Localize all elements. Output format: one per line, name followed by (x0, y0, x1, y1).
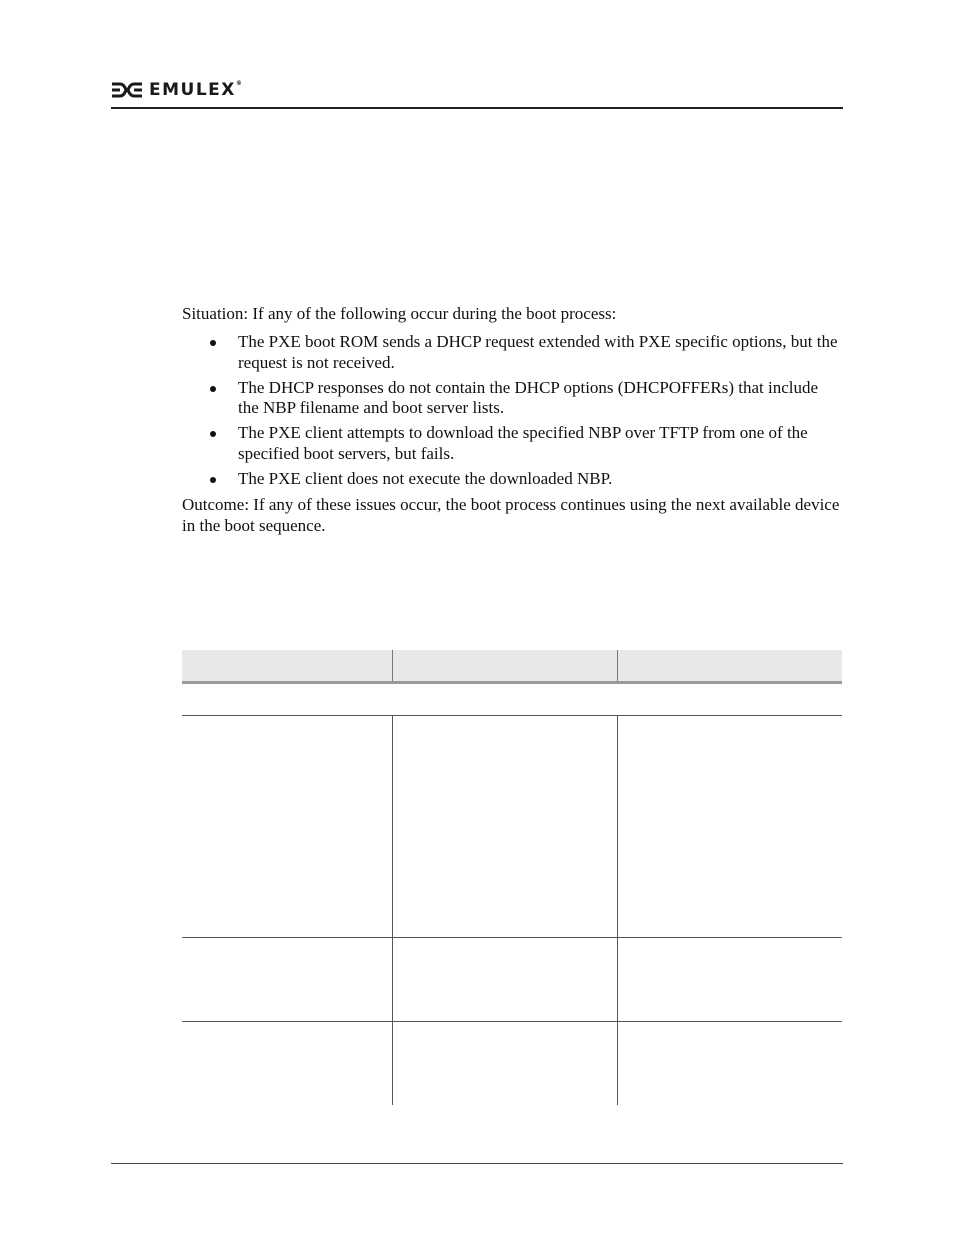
brand-name: EMULEX® (149, 80, 242, 100)
table-row-divider (182, 715, 842, 716)
emulex-logo (111, 80, 242, 100)
list-item: The DHCP responses do not contain the DHCP options (DHCPOFFERs) that include the NBP filename and boot server lists. (210, 378, 842, 419)
bullet-icon (210, 386, 216, 392)
outcome-paragraph: Outcome: If any of these issues occur, the boot process continues using the next available device in the boot sequence. (182, 495, 840, 535)
column-divider (392, 715, 393, 1105)
issue-list (210, 332, 842, 494)
bullet-icon (210, 431, 216, 437)
list-item: The PXE client attempts to download the specified NBP over TFTP from one of the specified boot servers, but fails. (210, 423, 842, 464)
table-header-cell (393, 650, 617, 681)
footer-rule (111, 1163, 843, 1164)
list-item: The PXE boot ROM sends a DHCP request extended with PXE specific options, but the request is not received. (210, 332, 842, 373)
column-divider (617, 715, 618, 1105)
table-header-row (182, 650, 842, 684)
bullet-icon (210, 477, 216, 483)
table-row-divider (182, 1021, 842, 1022)
troubleshooting-table (182, 650, 842, 1105)
table-header-cell (618, 650, 842, 681)
header-rule (111, 107, 843, 109)
situation-paragraph: Situation: If any of the following occur during the boot process: (182, 304, 617, 323)
emulex-logo-mark-icon (111, 82, 143, 98)
bullet-icon (210, 340, 216, 346)
table-row-divider (182, 937, 842, 938)
table-header-cell (182, 650, 392, 681)
list-item: The PXE client does not execute the downloaded NBP. (210, 469, 842, 490)
